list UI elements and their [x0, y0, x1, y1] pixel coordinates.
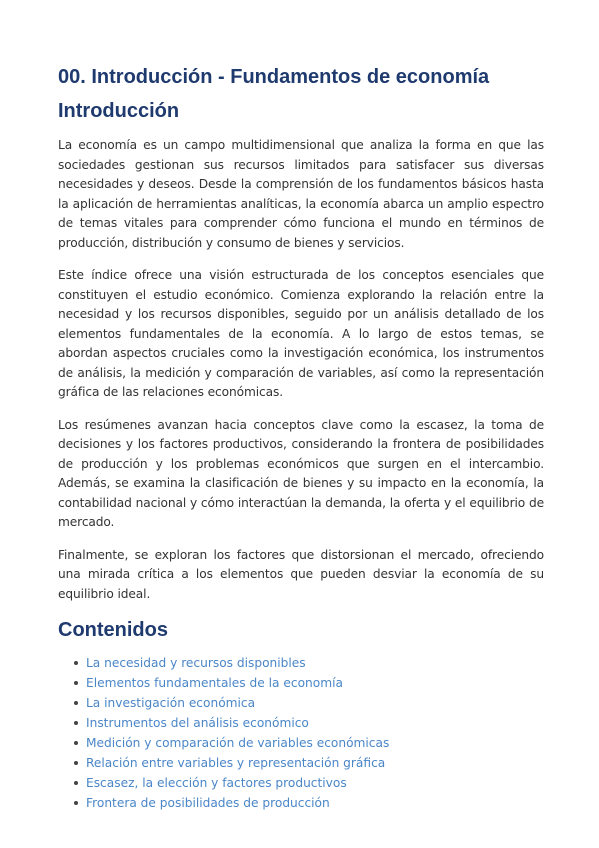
- contents-item: [86, 713, 544, 733]
- contents-link-instrumentos[interactable]: Instrumentos del análisis económico: [86, 716, 309, 730]
- document-title: 00. Introducción - Fundamentos de economía: [58, 66, 490, 88]
- contents-item: [86, 773, 544, 793]
- contents-list: [58, 653, 544, 813]
- intro-paragraph-4: Finalmente, se exploran los factores que distorsionan el mercado, ofreciendo una mirada crítica a los elementos que pueden desviar la economía de su equilibrio ideal.: [58, 547, 544, 601]
- contents-item: [86, 653, 544, 673]
- contents-link-necesidad[interactable]: La necesidad y recursos disponibles: [86, 656, 306, 670]
- contents-heading: Contenidos: [58, 619, 168, 641]
- intro-paragraph-1: La economía es un campo multidimensional que analiza la forma en que las sociedades gestionan sus recursos limitados para satisfacer sus diversas necesidades y deseos. Desde la comprensión de los fundamentos básicos hasta la aplicación de herramientas analíticas, la economía abarca un amplio espectro de temas vitales para comprender cómo funciona el mundo en términos de producción, distribución y consumo de bienes y servicios.: [58, 138, 544, 250]
- contents-item: [86, 753, 544, 773]
- intro-heading: Introducción: [58, 100, 180, 122]
- intro-paragraph-2: Este índice ofrece una visión estructurada de los conceptos esenciales que constituyen el estudio económico. Comienza explorando la relación entre la necesidad y los recursos disponibles, seguido por un análisis detallado de los elementos fundamentales de la economía. A lo largo de estos temas, se abordan aspectos cruciales como la investigación económica, los instrumentos de análisis, la medición y comparación de variables, así como la representación gráfica de las relaciones económicas.: [58, 268, 544, 399]
- intro-paragraph-3: Los resúmenes avanzan hacia conceptos clave como la escasez, la toma de decisiones y los factores productivos, considerando la frontera de posibilidades de producción y los problemas económicos que surgen en el intercambio. Además, se examina la clasificación de bienes y su impacto en la economía, la contabilidad nacional y cómo interactúan la demanda, la oferta y el equilibrio de mercado.: [58, 417, 544, 529]
- contents-link-investigacion[interactable]: La investigación económica: [86, 696, 256, 710]
- contents-item: [86, 793, 544, 813]
- contents-link-relacion[interactable]: Relación entre variables y representación gráfica: [86, 756, 386, 770]
- contents-item: [86, 733, 544, 753]
- contents-item: [86, 673, 544, 693]
- contents-link-medicion[interactable]: Medición y comparación de variables económicas: [86, 736, 390, 750]
- contents-link-elementos[interactable]: Elementos fundamentales de la economía: [86, 676, 343, 690]
- contents-link-frontera[interactable]: Frontera de posibilidades de producción: [86, 796, 330, 810]
- contents-item: [86, 693, 544, 713]
- contents-link-escasez[interactable]: Escasez, la elección y factores productivos: [86, 776, 347, 790]
